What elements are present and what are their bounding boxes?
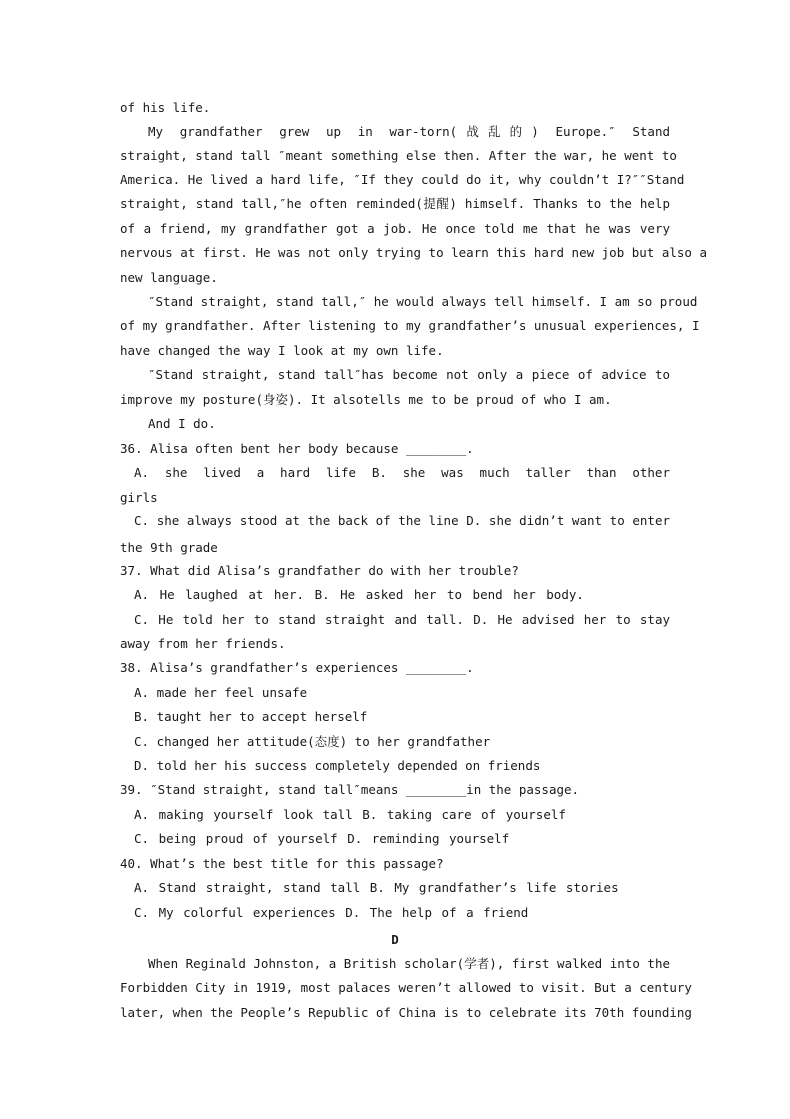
option-c: C. changed her attitude(态度) to her grandfather <box>134 734 491 749</box>
question-options: C. My colorful experiences D. The help of a friend <box>134 905 529 920</box>
section-heading: D <box>391 932 399 947</box>
passage-line: nervous at first. He was not only trying to learn this hard new job but also a <box>120 245 707 260</box>
passage-line: of my grandfather. After listening to my grandfather’s unusual experiences, I <box>120 318 700 333</box>
question-options: A. Stand straight, stand tall B. My grandfather’s life stories <box>134 880 619 895</box>
passage-line: America. He lived a hard life, ″If they could do it, why couldn’t I?″″Stand <box>120 172 685 187</box>
question-options: C. she always stood at the back of the line D. she didn’t want to enter <box>134 513 670 528</box>
passage-line: ″Stand straight, stand tall,″ he would always tell himself. I am so proud <box>148 294 698 309</box>
passage-line: of his life. <box>120 100 211 115</box>
option-d: D. told her his success completely depended on friends <box>134 758 541 773</box>
question-stem: 37. What did Alisa’s grandfather do with her trouble? <box>120 563 519 578</box>
option-a: A. made her feel unsafe <box>134 685 308 700</box>
passage-line: new language. <box>120 270 218 285</box>
passage-line: And I do. <box>148 416 216 431</box>
passage-line: of a friend, my grandfather got a job. He once told me that he was very <box>120 221 670 236</box>
option-b: B. taught her to accept herself <box>134 709 368 724</box>
question-options: A. making yourself look tall B. taking care of yourself <box>134 807 566 822</box>
passage-line: have changed the way I look at my own life. <box>120 343 444 358</box>
question-options: C. being proud of yourself D. reminding yourself <box>134 831 510 846</box>
question-options: C. He told her to stand straight and tall. D. He advised her to stay <box>134 612 670 627</box>
question-options: the 9th grade <box>120 540 218 555</box>
passage-line: improve my posture(身姿). It alsotells me to be proud of who I am. <box>120 392 612 407</box>
question-options: A. she lived a hard life B. she was much taller than other <box>134 465 670 480</box>
passage-line: ″Stand straight, stand tall″has become not only a piece of advice to <box>148 367 670 382</box>
question-stem: 36. Alisa often bent her body because ________. <box>120 441 474 456</box>
question-stem: 39. ″Stand straight, stand tall″means ________in the passage. <box>120 782 580 797</box>
passage-line: straight, stand tall ″meant something else then. After the war, he went to <box>120 148 677 163</box>
passage-line: Forbidden City in 1919, most palaces weren’t allowed to visit. But a century <box>120 980 692 995</box>
passage-line: later, when the People’s Republic of China is to celebrate its 70th founding <box>120 1005 692 1020</box>
question-options: A. He laughed at her. B. He asked her to bend her body. <box>134 587 584 602</box>
question-stem: 38. Alisa’s grandfather’s experiences ________. <box>120 660 474 675</box>
passage-line: straight, stand tall,″he often reminded(提醒) himself. Thanks to the help <box>120 196 670 211</box>
passage-line: My grandfather grew up in war-torn(战乱的) Europe.″ Stand <box>148 124 670 139</box>
passage-line: When Reginald Johnston, a British scholar(学者), first walked into the <box>148 956 670 971</box>
question-options: girls <box>120 490 158 505</box>
question-options: away from her friends. <box>120 636 286 651</box>
question-stem: 40. What’s the best title for this passage? <box>120 856 444 871</box>
